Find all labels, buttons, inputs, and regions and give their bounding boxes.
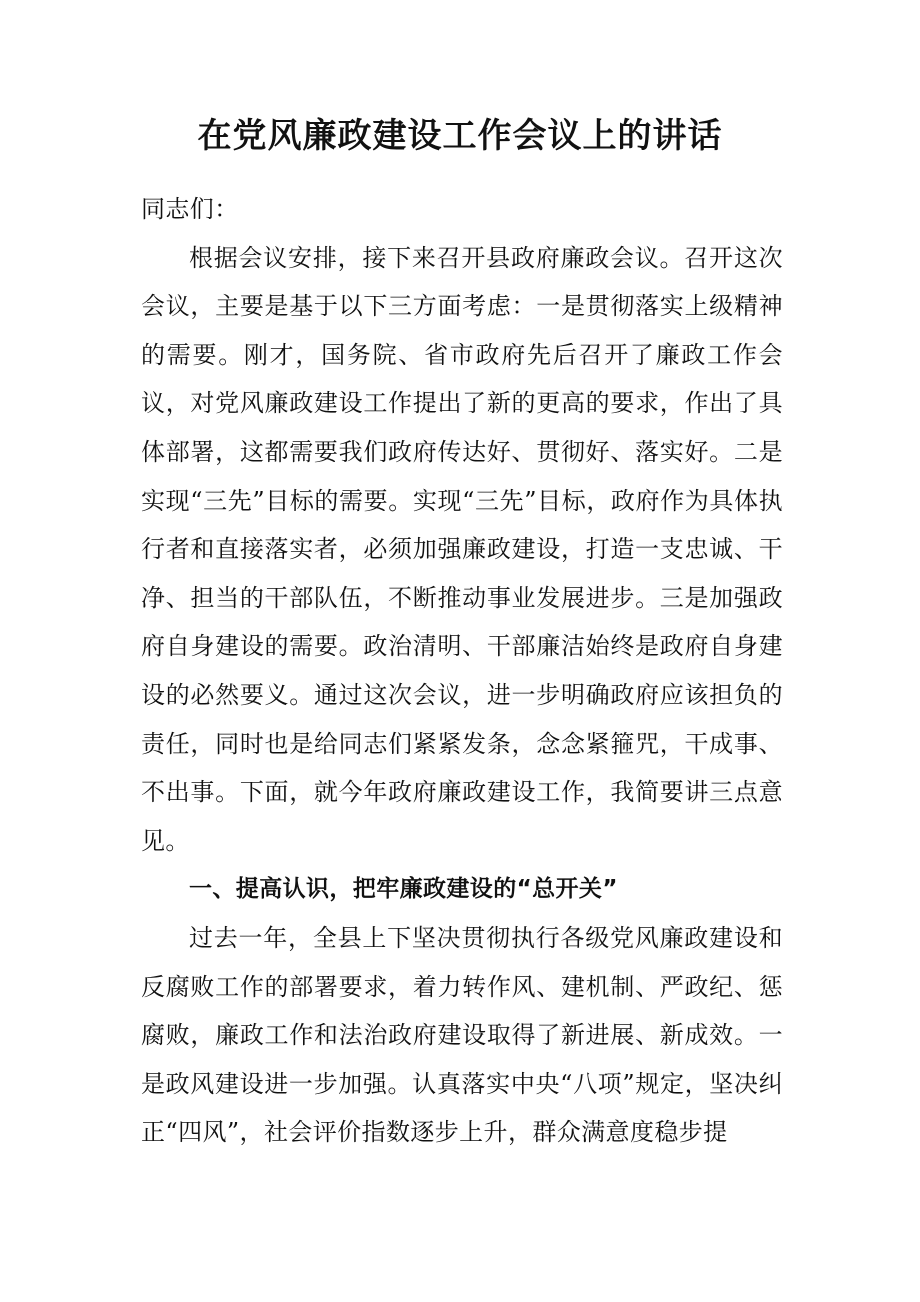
document-body: [141, 185, 783, 1157]
section-heading-1: 一、提高认识，把牢廉政建设的“总开关”: [189, 876, 618, 903]
paragraph-opening: 根据会议安排，接下来召开县政府廉政会议。召开这次会议，主要是基于以下三方面考虑：一是贯彻落实上级精神的需要。刚才，国务院、省市政府先后召开了廉政工作会议，对党风廉政建设工作提出了新的更高的要求，作出了具体部署，这都需要我们政府传达好、贯彻好、落实好。二是实现“三先”目标的需要。实现“三先”目标，政府作为具体执行者和直接落实者，必须加强廉政建设，打造一支忠诚、干净、担当的干部队伍，不断推动事业发展进步。三是加强政府自身建设的需要。政治清明、干部廉洁始终是政府自身建设的必然要义。通过这次会议，进一步明确政府应该担负的责任，同时也是给同志们紧紧发条，念念紧箍咒，干成事、不出事。下面，就今年政府廉政建设工作，我简要讲三点意见。: [141, 243, 783, 855]
paragraph-section-1: 过去一年，全县上下坚决贯彻执行各级党风廉政建设和反腐败工作的部署要求，着力转作风、建机制、严政纪、惩腐败，廉政工作和法治政府建设取得了新进展、新成效。一是政风建设进一步加强。认真落实中央“八项”规定，坚决纠正“四风”，社会评价指数逐步上升，群众满意度稳步提: [141, 923, 783, 1147]
document-title: 在党风廉政建设工作会议上的讲话: [197, 116, 723, 156]
salutation: 同志们：: [141, 195, 239, 223]
